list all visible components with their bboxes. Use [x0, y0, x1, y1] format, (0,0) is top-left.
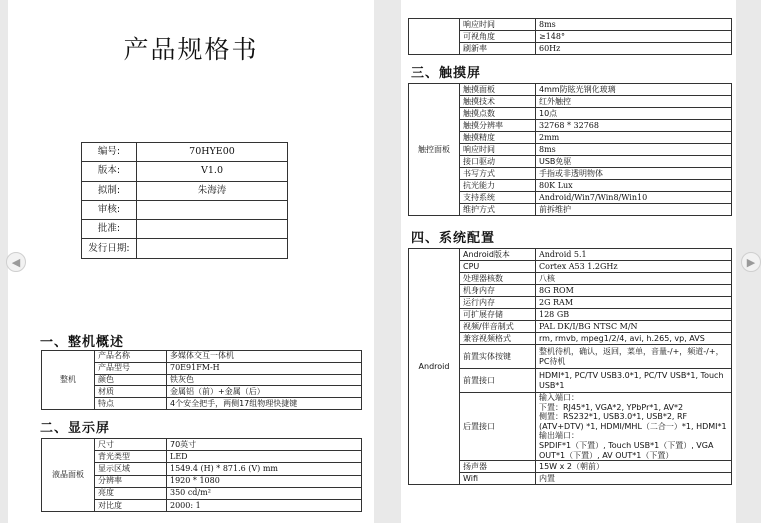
- spec-value: 32768 * 32768: [536, 120, 732, 132]
- spec-group-label: 液晶面板: [42, 439, 95, 512]
- spec-row: [409, 84, 732, 96]
- info-label: 审核:: [82, 200, 137, 219]
- spec-name: 处理器核数: [460, 273, 536, 285]
- spec-name: 分辨率: [95, 475, 167, 487]
- info-label: 批准:: [82, 220, 137, 239]
- spec-value: 350 cd/m²: [167, 487, 362, 499]
- spec-name: Android版本: [460, 249, 536, 261]
- spec-value: LED: [167, 451, 362, 463]
- spec-value: 整机待机，确认，返回，菜单，音量-/+，频道-/+，PC待机: [536, 345, 732, 369]
- previous-page-arrow-icon[interactable]: ◀: [6, 252, 26, 272]
- spec-value: 1549.4 (H) * 871.6 (V) mm: [167, 463, 362, 475]
- spec-value: 70E91FM-H: [167, 362, 362, 374]
- spec-value: Android 5.1: [536, 249, 732, 261]
- spec-row: [42, 439, 362, 451]
- spec-value: 80K Lux: [536, 180, 732, 192]
- display-spec-table-continued: [408, 18, 732, 55]
- spec-value: 八核: [536, 273, 732, 285]
- info-label: 编号:: [82, 143, 137, 162]
- info-label: 拟制:: [82, 181, 137, 200]
- spec-name: 机身内存: [460, 285, 536, 297]
- spec-name: 触摸技术: [460, 96, 536, 108]
- info-value: [137, 239, 288, 258]
- spec-value: 金属铝（前）+金属（后）: [167, 386, 362, 398]
- info-value: 70HYE00: [137, 143, 288, 162]
- display-spec-table: [41, 438, 362, 512]
- spec-value: ≥148°: [536, 31, 732, 43]
- spec-value: 8ms: [536, 144, 732, 156]
- info-row: [82, 220, 288, 239]
- spec-name: 抗光能力: [460, 180, 536, 192]
- spec-value: PAL DK/I/BG NTSC M/N: [536, 321, 732, 333]
- spec-name: 触摸分辨率: [460, 120, 536, 132]
- spec-name: 视频/伴音制式: [460, 321, 536, 333]
- info-row: [82, 181, 288, 200]
- spec-row: [409, 249, 732, 261]
- spec-name: 响应时间: [460, 19, 536, 31]
- spec-name: 特点: [95, 398, 167, 410]
- spec-name: 材质: [95, 386, 167, 398]
- spec-value: 4mm防眩光钢化玻璃: [536, 84, 732, 96]
- spec-value: 1920 * 1080: [167, 475, 362, 487]
- spec-name: 前置接口: [460, 369, 536, 393]
- spec-name: 可扩展存储: [460, 309, 536, 321]
- spec-value: Android/Win7/Win8/Win10: [536, 192, 732, 204]
- spec-value: 铁灰色: [167, 374, 362, 386]
- spec-value: 10点: [536, 108, 732, 120]
- spec-value: 4个安全把手，两侧17组物理快捷键: [167, 398, 362, 410]
- info-row: [82, 200, 288, 219]
- next-page-arrow-icon[interactable]: ▶: [741, 252, 761, 272]
- document-info-table: [81, 142, 288, 259]
- spec-name: 支持系统: [460, 192, 536, 204]
- info-value: [137, 200, 288, 219]
- spec-name: 对比度: [95, 499, 167, 511]
- spec-name: 产品名称: [95, 351, 167, 363]
- spec-value: rm, rmvb, mpeg1/2/4, avi, h.265, vp, AVS: [536, 333, 732, 345]
- info-label: 版本:: [82, 162, 137, 181]
- spec-name: 书写方式: [460, 168, 536, 180]
- spec-group-label: 触控面板: [409, 84, 460, 216]
- info-value: [137, 220, 288, 239]
- spec-name: CPU: [460, 261, 536, 273]
- spec-value: 红外触控: [536, 96, 732, 108]
- spec-value: USB免驱: [536, 156, 732, 168]
- spec-value: 8ms: [536, 19, 732, 31]
- spec-row: [409, 19, 732, 31]
- spec-value: 15W x 2（朝前）: [536, 461, 732, 473]
- spec-value: 多媒体交互一体机: [167, 351, 362, 363]
- spec-group-label: [409, 19, 460, 55]
- info-value: 朱海涛: [137, 181, 288, 200]
- spec-name: 响应时间: [460, 144, 536, 156]
- spec-name: 尺寸: [95, 439, 167, 451]
- spec-name: 扬声器: [460, 461, 536, 473]
- spec-name: 颜色: [95, 374, 167, 386]
- spec-name: 亮度: [95, 487, 167, 499]
- spec-name: 前置实体按键: [460, 345, 536, 369]
- spec-name: 背光类型: [95, 451, 167, 463]
- spec-value: 2G RAM: [536, 297, 732, 309]
- spec-value: 60Hz: [536, 43, 732, 55]
- spec-name: 触摸精度: [460, 132, 536, 144]
- section-heading-system: 四、系统配置: [411, 231, 496, 246]
- spec-name: 后置接口: [460, 393, 536, 461]
- info-value: V1.0: [137, 162, 288, 181]
- info-label: 发行日期:: [82, 239, 137, 258]
- touch-spec-table: [408, 83, 732, 216]
- spec-value: 内置: [536, 473, 732, 485]
- spec-name: Wifi: [460, 473, 536, 485]
- spec-value: Cortex A53 1.2GHz: [536, 261, 732, 273]
- spec-name: 兼容视频格式: [460, 333, 536, 345]
- system-spec-table: [408, 248, 732, 485]
- spec-value: 2000: 1: [167, 499, 362, 511]
- spec-value: 手指或非透明物体: [536, 168, 732, 180]
- spec-value: 2mm: [536, 132, 732, 144]
- spec-value: 70英寸: [167, 439, 362, 451]
- spec-name: 显示区域: [95, 463, 167, 475]
- spec-row: [42, 351, 362, 363]
- spec-name: 刷新率: [460, 43, 536, 55]
- spec-name: 可视角度: [460, 31, 536, 43]
- section-heading-display: 二、显示屏: [40, 421, 111, 436]
- spec-name: 运行内存: [460, 297, 536, 309]
- spec-value: HDMI*1, PC/TV USB3.0*1, PC/TV USB*1, Touch USB*1: [536, 369, 732, 393]
- spec-group-label: Android: [409, 249, 460, 485]
- document-title: 产品规格书: [123, 35, 259, 64]
- section-heading-touch: 三、触摸屏: [411, 66, 482, 81]
- overview-spec-table: [41, 350, 362, 410]
- spec-group-label: 整机: [42, 351, 95, 410]
- spec-name: 维护方式: [460, 204, 536, 216]
- spec-value: 输入端口： 下置：RJ45*1, VGA*2, YPbPr*1, AV*2 侧置：RS232*1, USB3.0*1, USB*2, RF (ATV+DTV) *1, HDMI/MHL（二合一）*1, HDMI*1 输出端口： SPDIF*1（下置）, Touch USB*1（下置）, VGA OUT*1（下置）, AV OUT*1（下置）: [536, 393, 732, 461]
- spec-value: 前拆维护: [536, 204, 732, 216]
- spec-value: 8G ROM: [536, 285, 732, 297]
- spec-name: 接口驱动: [460, 156, 536, 168]
- info-row: [82, 162, 288, 181]
- section-heading-overview: 一、整机概述: [40, 335, 125, 350]
- spec-value: 128 GB: [536, 309, 732, 321]
- spec-name: 产品型号: [95, 362, 167, 374]
- info-row: [82, 239, 288, 258]
- spec-name: 触摸面板: [460, 84, 536, 96]
- spec-name: 触摸点数: [460, 108, 536, 120]
- info-row: [82, 143, 288, 162]
